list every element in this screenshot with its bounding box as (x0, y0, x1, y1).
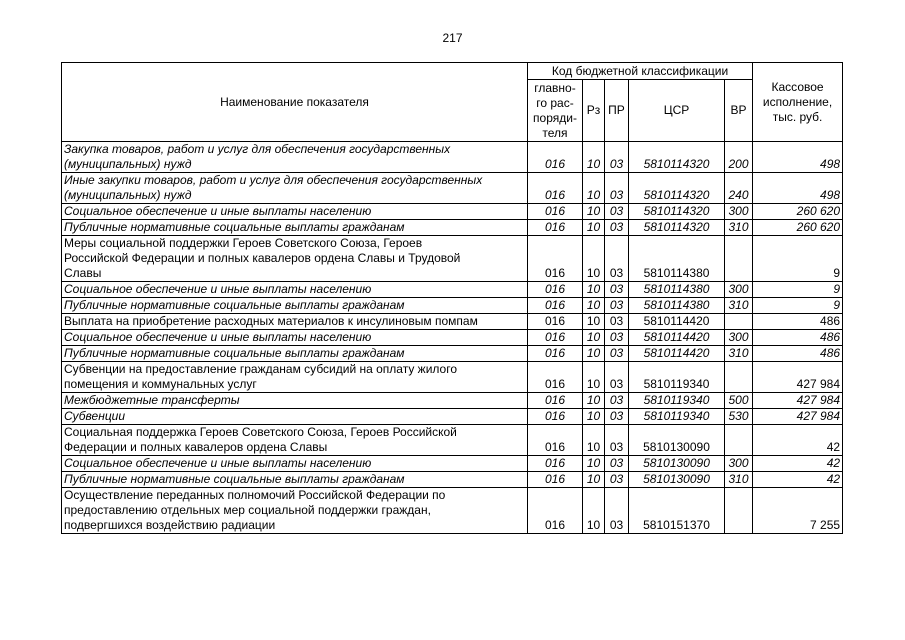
cell-grbs: 016 (528, 282, 583, 298)
table-row (62, 220, 843, 236)
cell-amount: 498 (753, 142, 843, 173)
row-name (62, 393, 528, 409)
table-row (62, 173, 843, 204)
cell-amount: 427 984 (753, 409, 843, 425)
cell-vr: 300 (725, 456, 753, 472)
cell-amount: 42 (753, 456, 843, 472)
row-name-line: Публичные нормативные социальные выплаты гражданам (64, 346, 405, 360)
cell-pr: 03 (605, 393, 629, 409)
cell-pr: 03 (605, 173, 629, 204)
cell-grbs: 016 (528, 362, 583, 393)
row-name (62, 425, 528, 456)
cell-rz: 10 (583, 488, 605, 534)
cell-vr: 310 (725, 298, 753, 314)
table-row (62, 330, 843, 346)
table-row (62, 393, 843, 409)
table-row (62, 346, 843, 362)
cell-amount: 260 620 (753, 204, 843, 220)
cell-rz: 10 (583, 425, 605, 456)
table-row (62, 142, 843, 173)
cell-rz: 10 (583, 456, 605, 472)
row-name (62, 314, 528, 330)
cell-amount: 486 (753, 314, 843, 330)
table-row (62, 314, 843, 330)
cell-pr: 03 (605, 456, 629, 472)
header-amount: Кассовое исполнение, тыс. руб. (753, 63, 843, 142)
cell-amount: 486 (753, 346, 843, 362)
cell-vr (725, 314, 753, 330)
row-name (62, 298, 528, 314)
cell-vr: 500 (725, 393, 753, 409)
row-name (62, 173, 528, 204)
cell-rz: 10 (583, 330, 605, 346)
row-name-line: Российской Федерации и полных кавалеров ордена Славы и Трудовой (64, 251, 461, 265)
cell-csr: 5810114420 (629, 346, 725, 362)
cell-amount: 9 (753, 282, 843, 298)
page-number: 217 (442, 31, 463, 45)
row-name-line: Закупка товаров, работ и услуг для обеспечения государственных (64, 142, 451, 156)
row-name-line: Публичные нормативные социальные выплаты гражданам (64, 220, 405, 234)
cell-csr: 5810130090 (629, 425, 725, 456)
cell-rz: 10 (583, 142, 605, 173)
row-name-line: Социальное обеспечение и иные выплаты населению (64, 282, 372, 296)
header-name: Наименование показателя (62, 63, 528, 142)
row-name (62, 142, 528, 173)
cell-vr: 530 (725, 409, 753, 425)
row-name-line: Социальное обеспечение и иные выплаты населению (64, 456, 372, 470)
cell-grbs: 016 (528, 173, 583, 204)
row-name-line: Осуществление переданных полномочий Российской Федерации по (64, 488, 446, 502)
table-row (62, 488, 843, 534)
cell-csr: 5810119340 (629, 362, 725, 393)
cell-grbs: 016 (528, 346, 583, 362)
table-row (62, 282, 843, 298)
cell-csr: 5810114320 (629, 204, 725, 220)
cell-vr: 200 (725, 142, 753, 173)
table-row (62, 456, 843, 472)
row-name-line: предоставлению отдельных мер социальной поддержки граждан, (64, 503, 431, 517)
header-vr: ВР (725, 80, 753, 142)
cell-vr: 310 (725, 472, 753, 488)
row-name-line: (муниципальных) нужд (64, 188, 192, 202)
cell-rz: 10 (583, 236, 605, 282)
row-name (62, 346, 528, 362)
row-name-line: Социальное обеспечение и иные выплаты населению (64, 204, 372, 218)
row-name (62, 220, 528, 236)
cell-amount: 427 984 (753, 393, 843, 409)
cell-pr: 03 (605, 298, 629, 314)
cell-pr: 03 (605, 204, 629, 220)
cell-pr: 03 (605, 236, 629, 282)
row-name-line: Субвенции (64, 409, 126, 423)
cell-rz: 10 (583, 346, 605, 362)
cell-csr: 5810119340 (629, 393, 725, 409)
row-name (62, 204, 528, 220)
row-name (62, 409, 528, 425)
cell-rz: 10 (583, 472, 605, 488)
cell-grbs: 016 (528, 142, 583, 173)
cell-grbs: 016 (528, 425, 583, 456)
cell-grbs: 016 (528, 330, 583, 346)
row-name-line: Выплата на приобретение расходных материалов к инсулиновым помпам (64, 314, 478, 328)
cell-vr: 310 (725, 220, 753, 236)
cell-vr (725, 236, 753, 282)
cell-vr: 300 (725, 282, 753, 298)
row-name-line: Славы (64, 266, 102, 280)
row-name (62, 488, 528, 534)
header-grbs: главно- го рас- поряди- теля (528, 80, 583, 142)
cell-pr: 03 (605, 142, 629, 173)
cell-vr: 300 (725, 330, 753, 346)
cell-pr: 03 (605, 409, 629, 425)
cell-amount: 42 (753, 472, 843, 488)
cell-amount: 9 (753, 298, 843, 314)
cell-amount: 42 (753, 425, 843, 456)
cell-rz: 10 (583, 298, 605, 314)
cell-amount: 7 255 (753, 488, 843, 534)
cell-amount: 498 (753, 173, 843, 204)
cell-csr: 5810114420 (629, 314, 725, 330)
cell-csr: 5810114320 (629, 142, 725, 173)
cell-vr: 310 (725, 346, 753, 362)
cell-rz: 10 (583, 282, 605, 298)
cell-grbs: 016 (528, 236, 583, 282)
cell-vr (725, 425, 753, 456)
cell-csr: 5810130090 (629, 456, 725, 472)
row-name (62, 456, 528, 472)
cell-rz: 10 (583, 173, 605, 204)
cell-grbs: 016 (528, 393, 583, 409)
row-name (62, 330, 528, 346)
row-name-line: Публичные нормативные социальные выплаты гражданам (64, 298, 405, 312)
cell-csr: 5810151370 (629, 488, 725, 534)
cell-pr: 03 (605, 488, 629, 534)
cell-csr: 5810114320 (629, 173, 725, 204)
cell-pr: 03 (605, 362, 629, 393)
row-name-line: Субвенции на предоставление гражданам субсидий на оплату жилого (64, 362, 458, 376)
row-name (62, 236, 528, 282)
cell-vr: 240 (725, 173, 753, 204)
header-csr: ЦСР (629, 80, 725, 142)
cell-grbs: 016 (528, 314, 583, 330)
cell-rz: 10 (583, 409, 605, 425)
cell-csr: 5810114420 (629, 330, 725, 346)
table-row (62, 409, 843, 425)
cell-grbs: 016 (528, 488, 583, 534)
table-row (62, 425, 843, 456)
table-row (62, 236, 843, 282)
cell-vr (725, 362, 753, 393)
row-name (62, 362, 528, 393)
cell-csr: 5810130090 (629, 472, 725, 488)
cell-rz: 10 (583, 314, 605, 330)
cell-grbs: 016 (528, 298, 583, 314)
cell-grbs: 016 (528, 472, 583, 488)
cell-pr: 03 (605, 425, 629, 456)
cell-rz: 10 (583, 220, 605, 236)
cell-vr (725, 488, 753, 534)
cell-csr: 5810114380 (629, 298, 725, 314)
row-name-line: Федерации и полных кавалеров ордена Славы (64, 440, 328, 454)
row-name (62, 472, 528, 488)
row-name (62, 282, 528, 298)
cell-grbs: 016 (528, 204, 583, 220)
row-name-line: помещения и коммунальных услуг (64, 377, 257, 391)
cell-amount: 486 (753, 330, 843, 346)
cell-amount: 260 620 (753, 220, 843, 236)
header-pr: ПР (605, 80, 629, 142)
header-classification: Код бюджетной классификации (528, 63, 753, 80)
cell-csr: 5810114380 (629, 236, 725, 282)
cell-csr: 5810114380 (629, 282, 725, 298)
row-name-line: Межбюджетные трансферты (64, 393, 240, 407)
cell-csr: 5810114320 (629, 220, 725, 236)
cell-grbs: 016 (528, 220, 583, 236)
cell-pr: 03 (605, 346, 629, 362)
header-row-top (62, 63, 843, 80)
cell-pr: 03 (605, 282, 629, 298)
row-name-line: Меры социальной поддержки Героев Советского Союза, Героев (64, 236, 423, 250)
table-row (62, 298, 843, 314)
cell-vr: 300 (725, 204, 753, 220)
row-name-line: подвергшихся воздействию радиации (64, 518, 276, 532)
cell-pr: 03 (605, 472, 629, 488)
row-name-line: Публичные нормативные социальные выплаты гражданам (64, 472, 405, 486)
row-name-line: Социальная поддержка Героев Советского Союза, Героев Российской (64, 425, 457, 439)
cell-pr: 03 (605, 314, 629, 330)
table-body (62, 142, 843, 534)
cell-rz: 10 (583, 204, 605, 220)
cell-pr: 03 (605, 220, 629, 236)
header-rz: Рз (583, 80, 605, 142)
row-name-line: Иные закупки товаров, работ и услуг для обеспечения государственных (64, 173, 483, 187)
cell-grbs: 016 (528, 456, 583, 472)
table-row (62, 204, 843, 220)
cell-amount: 9 (753, 236, 843, 282)
table-row (62, 472, 843, 488)
cell-pr: 03 (605, 330, 629, 346)
cell-rz: 10 (583, 362, 605, 393)
cell-grbs: 016 (528, 409, 583, 425)
cell-rz: 10 (583, 393, 605, 409)
row-name-line: (муниципальных) нужд (64, 157, 192, 171)
cell-csr: 5810119340 (629, 409, 725, 425)
cell-amount: 427 984 (753, 362, 843, 393)
budget-table (61, 62, 843, 534)
row-name-line: Социальное обеспечение и иные выплаты населению (64, 330, 372, 344)
table-row (62, 362, 843, 393)
